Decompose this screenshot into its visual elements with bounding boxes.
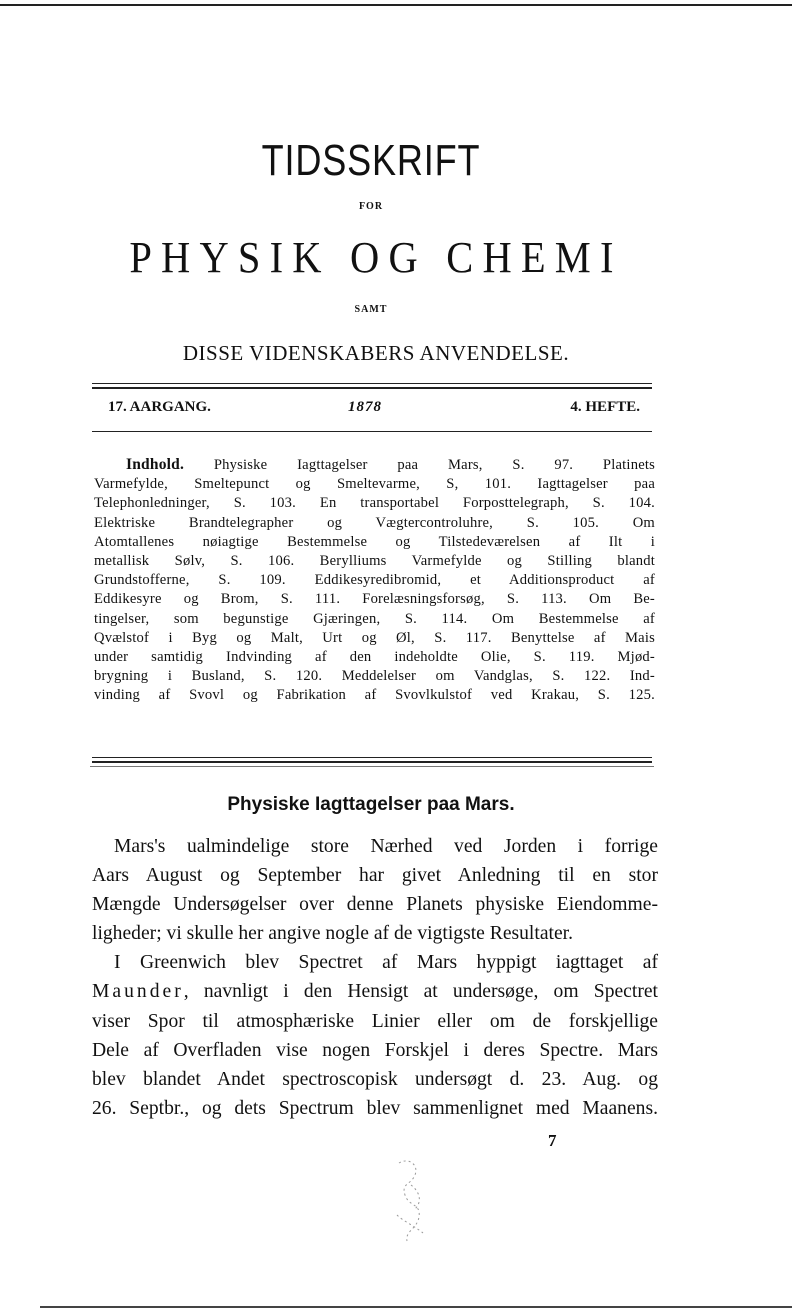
contents-line: under samtidig Indvinding af den indeholdte Olie, S. 119. Mjød- — [94, 649, 655, 666]
article-body — [92, 832, 658, 1123]
divider-rule — [92, 431, 652, 432]
issue-info — [108, 399, 640, 421]
body-line: blev blandet Andet spectroscopisk undersøgt d. 23. Aug. og — [92, 1068, 658, 1090]
author-name: Maunder — [92, 981, 184, 1003]
table-of-contents — [94, 455, 655, 706]
contents-line: tingelser, som begunstige Gjæringen, S. 114. Om Bestemmelse af — [94, 610, 655, 627]
contents-line: vinding af Svovl og Fabrikation af Svovlkulstof ved Krakau, S. 125. — [94, 687, 655, 704]
body-line: Mængde Undersøgelser over denne Planets physiske Eiendomme- — [92, 894, 658, 916]
contents-line: metallisk Sølv, S. 106. Berylliums Varmefylde og Stilling blandt — [94, 553, 655, 570]
contents-line: Elektriske Brandtelegrapher og Vægtercontroluhre, S. 105. Om — [94, 514, 655, 531]
journal-title: TIDSSKRIFT — [261, 136, 481, 185]
contents-line: Grundstofferne, S. 109. Eddikesyredibromid, et Additionsproduct af — [94, 572, 655, 589]
title-samt: SAMT — [354, 304, 388, 315]
library-stamp-mark — [385, 1155, 437, 1245]
contents-line: Eddikesyre og Brom, S. 111. Forelæsningsforsøg, S. 113. Om Be- — [94, 591, 655, 608]
divider-rule — [92, 387, 652, 389]
contents-lead: Indhold. — [126, 456, 185, 473]
title-for: FOR — [358, 201, 384, 212]
contents-line: Atomtallenes nøiagtige Bestemmelse og Tilstedeværelsen af Ilt i — [94, 533, 655, 550]
volume-label: 17. AARGANG. — [108, 399, 211, 415]
contents-line: Indhold. Physiske Iagttagelser paa Mars, S. 97. Platinets — [126, 456, 655, 473]
part-label: 4. HEFTE. — [570, 399, 640, 415]
contents-line: Varmefylde, Smeltepunct og Smeltevarme, S, 101. Iagttagelser paa — [94, 476, 655, 493]
journal-main-title: PHYSIK OG CHEMI — [129, 233, 623, 282]
body-line: I Greenwich blev Spectret af Mars hyppigt iagttaget af — [114, 952, 658, 974]
page-number: 7 — [548, 1131, 557, 1150]
body-line: ligheder; vi skulle her angive nogle af de vigtigste Resultater. — [92, 923, 574, 945]
contents-line: Telephonledninger, S. 103. En transportabel Forposttelegraph, S. 104. — [94, 495, 655, 512]
body-line: 26. Septbr., og dets Spectrum blev sammenlignet med Maanens. — [92, 1097, 658, 1119]
divider-rule — [90, 766, 654, 767]
bottom-edge-rule — [40, 1306, 792, 1308]
journal-subtitle: DISSE VIDENSKABERS ANVENDELSE. — [182, 341, 570, 365]
divider-rule — [92, 383, 652, 384]
divider-rule — [92, 761, 652, 763]
top-edge-rule — [0, 4, 792, 6]
body-line: Aars August og September har givet Anledning til en stor — [92, 865, 658, 887]
contents-line: brygning i Busland, S. 120. Meddelelser om Vandglas, S. 122. Ind- — [94, 668, 655, 685]
body-line: Maunder, navnligt i den Hensigt at undersøge, om Spectret — [92, 981, 658, 1003]
year-label: 1878 — [348, 399, 382, 415]
body-line: Mars's ualmindelige store Nærhed ved Jorden i forrige — [114, 836, 658, 857]
contents-line: Qvælstof i Byg og Malt, Urt og Øl, S. 117. Benyttelse af Mais — [94, 629, 655, 646]
body-line: Dele af Overfladen vise nogen Forskjel i deres Spectre. Mars — [92, 1039, 658, 1061]
article-title: Physiske Iagttagelser paa Mars. — [227, 794, 515, 815]
divider-rule — [92, 757, 652, 758]
body-line: viser Spor til atmosphæriske Linier eller om de forskjellige — [92, 1010, 658, 1032]
